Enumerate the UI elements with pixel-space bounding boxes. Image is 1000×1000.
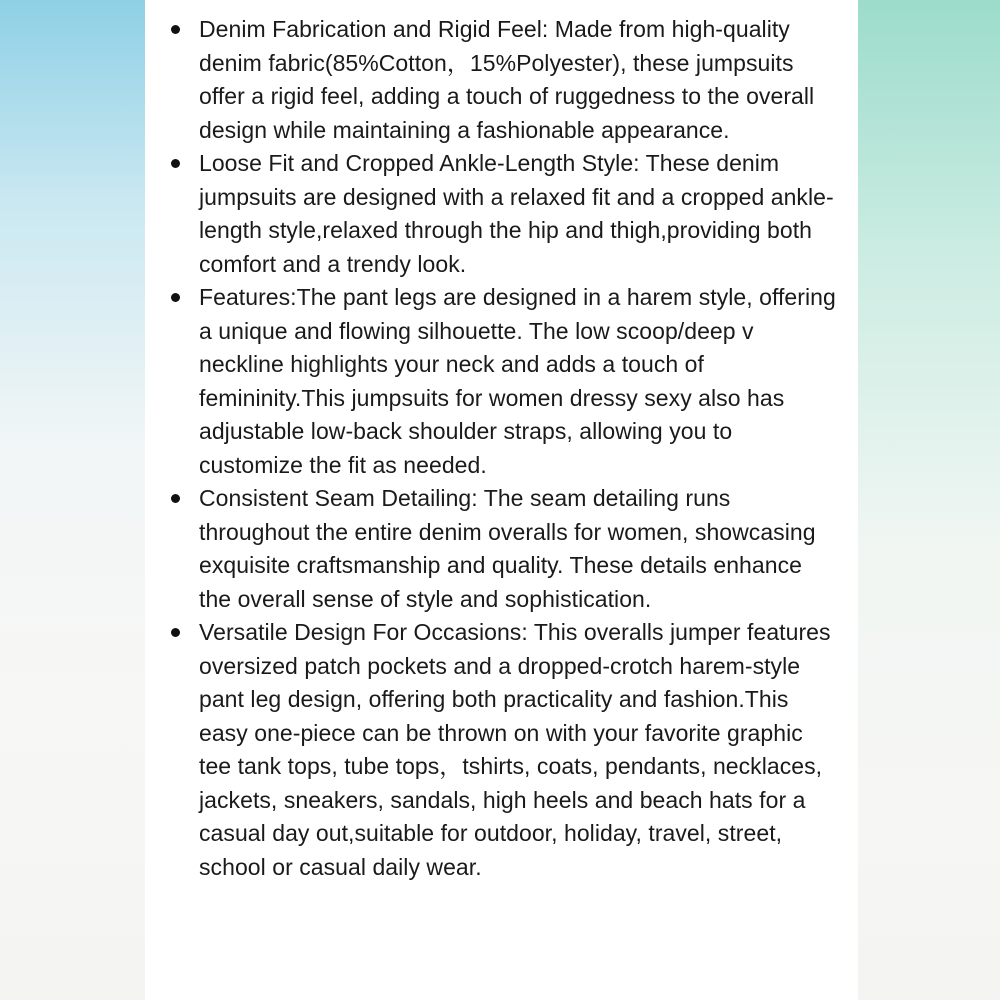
bullet-text: Loose Fit and Cropped Ankle-Length Style: These denim jumpsuits are designed with a relaxed fit and a cropped ankle-length style,relaxed through the hip and thigh,providing both comfort and a trendy look. [199,150,834,277]
bullet-dot-icon [171,628,180,637]
list-item [169,13,840,147]
left-background-panel [0,0,145,1000]
list-item [169,482,840,616]
list-item [169,281,840,482]
feature-bullet-list [169,13,840,884]
product-description-card [145,0,858,1000]
bullet-text: Versatile Design For Occasions: This overalls jumper features oversized patch pockets and a dropped-crotch harem-style pant leg design, offering both practicality and fashion.This easy one-piece can be thrown on with your favorite graphic tee tank tops, tube tops，tshirts, coats, pendants, necklaces, jackets, sneakers, sandals, high heels and beach hats for a casual day out,suitable for outdoor, holiday, travel, street, school or casual daily wear. [199,619,831,880]
bullet-dot-icon [171,293,180,302]
bullet-dot-icon [171,159,180,168]
list-item [169,616,840,884]
bullet-text: Denim Fabrication and Rigid Feel: Made from high-quality denim fabric(85%Cotton，15%Polyester), these jumpsuits offer a rigid feel, adding a touch of ruggedness to the overall design while maintaining a fashionable appearance. [199,16,815,143]
bullet-text: Features:The pant legs are designed in a harem style, offering a unique and flowing silhouette. The low scoop/deep v neckline highlights your neck and adds a touch of femininity.This jumpsuits for women dressy sexy also has adjustable low-back shoulder straps, allowing you to customize the fit as needed. [199,284,836,478]
bullet-dot-icon [171,494,180,503]
right-background-panel [858,0,1000,1000]
bullet-text: Consistent Seam Detailing: The seam detailing runs throughout the entire denim overalls for women, showcasing exquisite craftsmanship and quality. These details enhance the overall sense of style and sophistication. [199,485,816,612]
list-item [169,147,840,281]
bullet-dot-icon [171,25,180,34]
